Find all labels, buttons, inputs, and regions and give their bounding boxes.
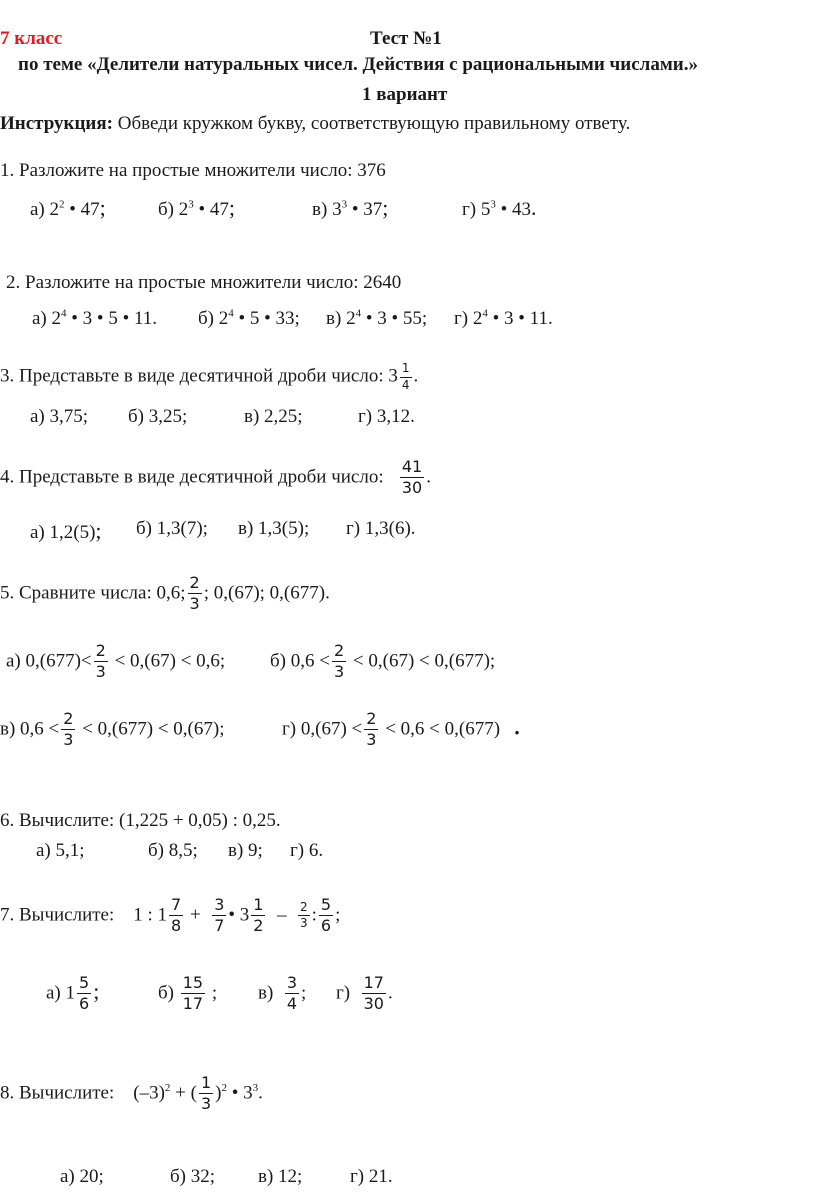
test-title: Тест №1 bbox=[370, 28, 442, 49]
q8-option-a[interactable]: а) 20; bbox=[60, 1166, 104, 1187]
question-4: 4. Представьте в виде десятичной дроби число: $\frac{41}{30}$ . bbox=[0, 457, 431, 498]
question-2: 2. Разложите на простые множители число: 2640 bbox=[6, 272, 402, 293]
question-8: 8. Вычислите: $(-3)^2$ + ( $\frac{1}{3}$ )$^2$ • $3^3$. bbox=[0, 1073, 263, 1114]
instruction-label: Инструкция: bbox=[0, 113, 113, 134]
q4-option-a[interactable]: а) 1,2(5); bbox=[30, 518, 102, 543]
test-topic: по теме «Делители натуральных чисел. Действия с рациональными числами.» bbox=[18, 54, 698, 75]
q7-option-b[interactable]: б) $\frac{15}{17}$ ; bbox=[158, 973, 218, 1014]
q2-option-d[interactable]: г) $2^4$ • 3 • 11. bbox=[454, 307, 553, 329]
q6-option-c[interactable]: в) 9; bbox=[228, 840, 263, 861]
q8-option-c[interactable]: в) 12; bbox=[258, 1166, 303, 1187]
q8-option-b[interactable]: б) 32; bbox=[170, 1166, 216, 1187]
q6-option-d[interactable]: г) 6. bbox=[290, 840, 324, 861]
q2-option-a[interactable]: а) $2^4$ • 3 • 5 • 11. bbox=[32, 307, 158, 329]
q7-option-c[interactable]: в) $\frac{3}{4}$ ; bbox=[258, 973, 307, 1014]
q8-option-d[interactable]: г) 21. bbox=[350, 1166, 393, 1187]
question-3: 3. Представьте в виде десятичной дроби число: 3 $\frac{1}{4}$ . bbox=[0, 361, 419, 392]
q7-option-a[interactable]: а) 1 $\frac{5}{6}$ ; bbox=[46, 973, 100, 1014]
q1-option-a[interactable]: а) $2^2$ • 47; bbox=[30, 195, 106, 220]
q6-option-b[interactable]: б) 8,5; bbox=[148, 840, 198, 861]
instruction-text: Обведи кружком букву, соответствующую правильному ответу. bbox=[113, 113, 631, 134]
q1-option-c[interactable]: в) $3^3$ • 37; bbox=[312, 195, 389, 220]
q2-option-b[interactable]: б) $2^4$ • 5 • 33; bbox=[198, 307, 300, 329]
q1-option-d[interactable]: г) $5^3$ • 43. bbox=[462, 195, 537, 220]
question-5: 5. Сравните числа: 0,6; $\frac{2}{3}$ ; 0,(67); 0,(677). bbox=[0, 573, 330, 614]
q3-option-d[interactable]: г) 3,12. bbox=[358, 406, 415, 427]
q3-option-b[interactable]: б) 3,25; bbox=[128, 406, 188, 427]
variant-label: 1 вариант bbox=[362, 84, 448, 105]
q6-option-a[interactable]: а) 5,1; bbox=[36, 840, 85, 861]
question-6: 6. Вычислите: (1,225 + 0,05) : 0,25. bbox=[0, 810, 281, 831]
q5-option-b[interactable]: б) 0,6 < $\frac{2}{3}$ < 0,(67) < 0,(677); bbox=[270, 641, 496, 682]
q7-option-d[interactable]: г) $\frac{17}{30}$ . bbox=[336, 973, 393, 1014]
q5-option-d[interactable]: г) 0,(67) < $\frac{2}{3}$ < 0,6 < 0,(677) . bbox=[282, 709, 520, 750]
q1-option-b[interactable]: б) $2^3$ • 47; bbox=[158, 195, 236, 220]
q3-fraction: $\frac{1}{4}$ bbox=[401, 361, 410, 392]
question-7: 7. Вычислите: 1 : 1 $\frac{7}{8}$ + $\frac{3}{7}$ • 3 $\frac{1}{2}$ – $\frac{2}{3}$ : $\frac{5}{6}$ ; bbox=[0, 895, 341, 936]
q4-option-d[interactable]: г) 1,3(6). bbox=[346, 518, 416, 539]
q4-option-c[interactable]: в) 1,3(5); bbox=[238, 518, 310, 539]
q4-option-b[interactable]: б) 1,3(7); bbox=[136, 518, 208, 539]
grade-label: 7 класс bbox=[0, 28, 63, 49]
question-1: 1. Разложите на простые множители число: 376 bbox=[0, 160, 386, 181]
q3-option-a[interactable]: а) 3,75; bbox=[30, 406, 89, 427]
q2-option-c[interactable]: в) $2^4$ • 3 • 55; bbox=[326, 307, 428, 329]
q5-option-a[interactable]: а) 0,(677)< $\frac{2}{3}$ < 0,(67) < 0,6; bbox=[6, 641, 226, 682]
q3-option-c[interactable]: в) 2,25; bbox=[244, 406, 303, 427]
q5-option-c[interactable]: в) 0,6 < $\frac{2}{3}$ < 0,(677) < 0,(67); bbox=[0, 709, 225, 750]
q4-fraction: $\frac{41}{30}$ bbox=[401, 457, 423, 498]
instruction bbox=[0, 113, 630, 135]
q5-fraction: $\frac{2}{3}$ bbox=[189, 573, 200, 614]
